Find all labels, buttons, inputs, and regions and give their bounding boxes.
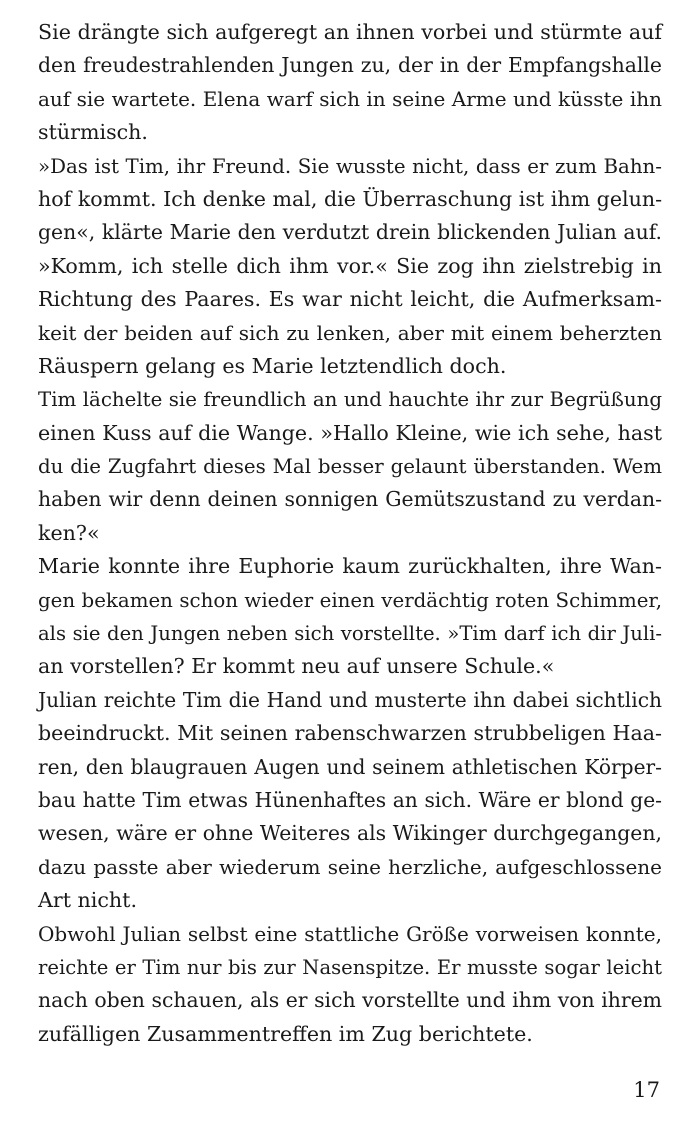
text-line: bau hatte Tim etwas Hünenhaftes an sich. Wäre er blond ge- — [38, 787, 662, 812]
text-line: reichte er Tim nur bis zur Nasenspitze. Er musste sogar leicht — [38, 955, 662, 979]
text-line: ren, den blaugrauen Augen und seinem athletischen Körper- — [38, 754, 662, 779]
text-line: zufälligen Zusammentreffen im Zug berichtete. — [38, 1021, 533, 1046]
text-line: Sie drängte sich aufgeregt an ihnen vorbei und stürmte auf — [38, 20, 662, 44]
text-line: hof kommt. Ich denke mal, die Überraschung ist ihm gelun- — [38, 186, 663, 211]
text-line: Obwohl Julian selbst eine stattliche Größe vorweisen konnte, — [38, 921, 662, 946]
book-page-text — [38, 16, 662, 1051]
text-line: einen Kuss auf die Wange. »Hallo Kleine, wie ich sehe, hast — [38, 420, 662, 445]
text-line: nach oben schauen, als er sich vorstellte und ihm von ihrem — [38, 988, 662, 1013]
text-line: »Das ist Tim, ihr Freund. Sie wusste nicht, dass er zum Bahn- — [38, 154, 662, 178]
text-line: den freudestrahlenden Jungen zu, der in der Empfangshalle — [38, 53, 662, 78]
text-line: stürmisch. — [38, 120, 148, 145]
text-line: gen bekamen schon wieder einen verdächtig roten Schimmer, — [38, 588, 662, 612]
text-line: auf sie wartete. Elena warf sich in seine Arme und küsste ihn — [38, 86, 662, 111]
page-number: 17 — [633, 1078, 660, 1102]
text-line: ken?« — [38, 520, 100, 545]
text-line: du die Zugfahrt dieses Mal besser gelaunt überstanden. Wem — [38, 455, 662, 479]
text-line: keit der beiden auf sich zu lenken, aber mit einem beherzten — [38, 320, 662, 345]
text-line: Räuspern gelang es Marie letztendlich doch. — [38, 353, 507, 378]
text-line: wesen, wäre er ohne Weiteres als Wikinger durchgegangen, — [38, 821, 662, 846]
text-line: an vorstellen? Er kommt neu auf unsere Schule.« — [38, 654, 555, 679]
text-line: Art nicht. — [38, 888, 138, 913]
text-line: Richtung des Paares. Es war nicht leicht, die Aufmerksam- — [38, 287, 662, 312]
text-line: beeindruckt. Mit seinen rabenschwarzen strubbeligen Haa- — [38, 721, 662, 746]
text-line: gen«, klärte Marie den verdutzt drein blickenden Julian auf. — [38, 220, 662, 245]
text-line: »Komm, ich stelle dich ihm vor.« Sie zog ihn zielstrebig in — [38, 253, 662, 278]
text-line: dazu passte aber wiederum seine herzliche, aufgeschlossene — [38, 854, 662, 879]
text-line: Tim lächelte sie freundlich an und hauchte ihr zur Begrüßung — [38, 388, 662, 412]
text-line: Julian reichte Tim die Hand und musterte ihn dabei sichtlich — [38, 687, 662, 712]
text-line: haben wir denn deinen sonnigen Gemütszustand zu verdan- — [38, 487, 662, 512]
text-line: als sie den Jungen neben sich vorstellte. »Tim darf ich dir Juli- — [38, 622, 662, 646]
text-line: Marie konnte ihre Euphorie kaum zurückhalten, ihre Wan- — [38, 554, 662, 579]
